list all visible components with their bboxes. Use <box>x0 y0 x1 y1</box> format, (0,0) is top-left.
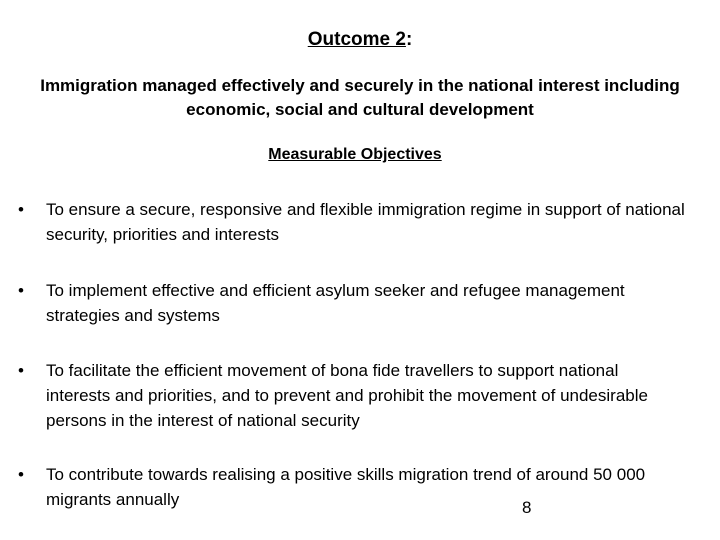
page-title-suffix: : <box>405 29 413 50</box>
bullet-icon: • <box>18 281 24 300</box>
objective-text: To contribute towards realising a positive skills migration trend of around 50 000 migrants annually <box>46 465 646 509</box>
objective-text: To implement effective and efficient asylum seeker and refugee management strategies and systems <box>46 281 625 325</box>
objective-text: To facilitate the efficient movement of bona fide travellers to support national interests and priorities, and to prevent and prohibit the movement of undesirable persons in the interest of national security <box>46 361 648 430</box>
bullet-icon: • <box>18 200 24 219</box>
bullet-icon: • <box>18 361 24 380</box>
objectives-heading: Measurable Objectives <box>268 146 442 163</box>
objective-item <box>18 462 698 512</box>
objective-item <box>18 358 698 433</box>
objective-text: To ensure a secure, responsive and flexible immigration regime in support of national security, priorities and interests <box>46 200 685 244</box>
objective-item <box>18 197 698 247</box>
page-title-label: Outcome 2 <box>307 29 406 50</box>
objective-item <box>18 278 698 328</box>
outcome-description: Immigration managed effectively and securely in the national interest including economic, social and cultural development <box>40 76 680 119</box>
page-number: 8 <box>522 498 532 517</box>
bullet-icon: • <box>18 465 24 484</box>
page-title <box>0 28 720 52</box>
